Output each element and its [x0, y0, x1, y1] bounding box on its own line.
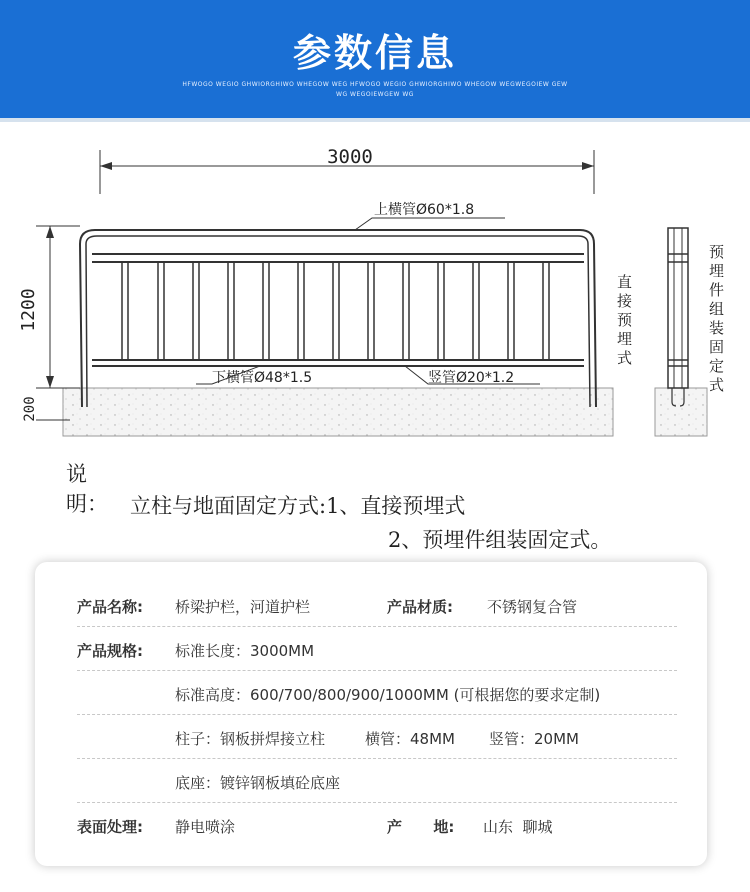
material-value: 不锈钢复合管 — [487, 598, 578, 616]
origin-label: 产 地: — [387, 818, 455, 836]
notes-line-1: 立柱与地面固定方式:1、直接预埋式 — [130, 494, 466, 518]
method-direct-label: 直接预埋式 — [615, 274, 633, 369]
notes-line-2: 2、预埋件组装固定式。 — [388, 528, 612, 552]
header-banner — [0, 0, 750, 122]
spec-row-height — [77, 670, 677, 715]
method-embedded-label: 预埋件组装固定式 — [707, 244, 725, 396]
vertical-pipe-value: 竖管：20MM — [489, 730, 579, 748]
spec-row-column — [77, 714, 677, 759]
column-value: 柱子：钢板拼焊接立柱 — [175, 730, 326, 748]
top-pipe-label: 上横管Ø60*1.8 — [374, 202, 475, 218]
bottom-pipe-label: 下横管Ø48*1.5 — [212, 370, 313, 386]
height-value: 标准高度：600/700/800/900/1000MM (可根据您的要求定制) — [175, 686, 601, 704]
base-dimension: 200 — [22, 396, 38, 422]
guardrail-drawing — [0, 122, 750, 452]
vertical-pipe-label: 竖管Ø20*1.2 — [428, 370, 515, 386]
material-label: 产品材质: — [387, 598, 453, 616]
page-title: 参数信息 — [292, 31, 457, 75]
product-name-label: 产品名称: — [77, 598, 143, 616]
spec-row-length — [77, 626, 677, 671]
base-value: 底座：镀锌钢板填砼底座 — [175, 774, 341, 792]
notes-title: 说明： — [66, 462, 108, 516]
spec-card — [35, 562, 707, 866]
spec-row-base — [77, 758, 677, 803]
spec-label: 产品规格: — [77, 642, 143, 660]
height-dimension: 1200 — [18, 288, 39, 332]
cross-pipe-value: 横管：48MM — [365, 730, 455, 748]
banner-subtitle: HFWOGO WEGIO GHWIORGHIWO WHEGOW WEG HFWOGO WEGIO GHWIORGHIWO WHEGOW WEGWEGOIEW GEW WG WEGOIEWGEW WG — [182, 81, 568, 98]
length-value: 标准长度：3000MM — [175, 642, 315, 660]
product-name-value: 桥梁护栏，河道护栏 — [175, 598, 311, 616]
surface-value: 静电喷涂 — [175, 818, 236, 836]
spec-row-surface — [77, 802, 677, 846]
width-dimension: 3000 — [327, 146, 373, 168]
surface-label: 表面处理: — [77, 818, 143, 836]
origin-value: 山东 聊城 — [483, 818, 553, 836]
spec-row-name — [77, 582, 677, 627]
